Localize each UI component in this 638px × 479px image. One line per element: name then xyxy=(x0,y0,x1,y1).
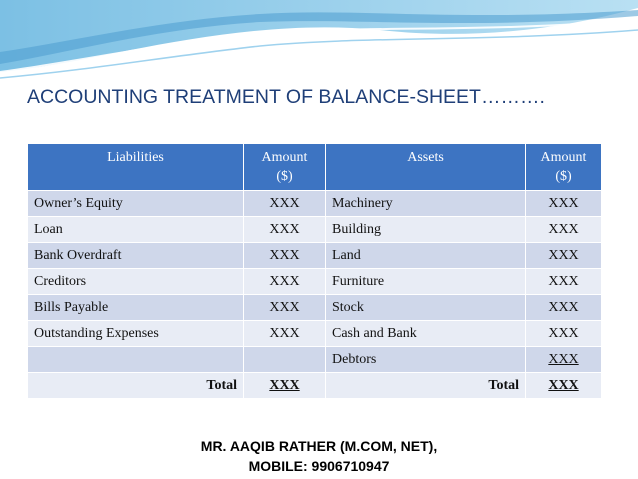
asset-amount-cell: XXX xyxy=(526,295,602,321)
liability-amount-cell: XXX xyxy=(244,243,326,269)
liability-cell: Owner’s Equity xyxy=(28,191,244,217)
liability-cell: Bills Payable xyxy=(28,295,244,321)
header-amount-right-line1: Amount xyxy=(540,150,587,165)
asset-cell: Land xyxy=(326,243,526,269)
total-row xyxy=(28,373,602,399)
liability-amount-cell: XXX xyxy=(244,295,326,321)
asset-amount-cell: XXX xyxy=(526,243,602,269)
assets-total-label: Total xyxy=(326,373,526,399)
asset-amount-cell: XXX xyxy=(526,191,602,217)
table-row xyxy=(28,269,602,295)
asset-cell: Furniture xyxy=(326,269,526,295)
asset-cell: Cash and Bank xyxy=(326,321,526,347)
liability-amount-cell: XXX xyxy=(244,191,326,217)
asset-amount-cell: XXX xyxy=(526,269,602,295)
header-wave-decoration xyxy=(0,0,638,80)
liability-cell xyxy=(28,347,244,373)
slide-title: ACCOUNTING TREATMENT OF BALANCE-SHEET………. xyxy=(27,86,545,108)
asset-cell: Stock xyxy=(326,295,526,321)
liabilities-total-label: Total xyxy=(28,373,244,399)
assets-total-amount: XXX xyxy=(526,373,602,399)
table-row xyxy=(28,191,602,217)
asset-amount-cell: XXX xyxy=(526,347,602,373)
footer-mobile: MOBILE: 9906710947 xyxy=(248,458,390,474)
header-amount-left-line1: Amount xyxy=(261,150,308,165)
asset-amount-cell: XXX xyxy=(526,217,602,243)
liability-cell: Outstanding Expenses xyxy=(28,321,244,347)
table-row xyxy=(28,347,602,373)
table-row xyxy=(28,243,602,269)
liability-amount-cell: XXX xyxy=(244,321,326,347)
liability-cell: Bank Overdraft xyxy=(28,243,244,269)
table-row xyxy=(28,217,602,243)
table-header-row xyxy=(28,144,602,191)
liabilities-total-amount: XXX xyxy=(244,373,326,399)
asset-cell: Building xyxy=(326,217,526,243)
header-amount-left xyxy=(244,144,326,191)
header-amount-right-line2: ($) xyxy=(555,169,572,184)
footer-author: MR. AAQIB RATHER (M.COM, NET), xyxy=(200,438,438,454)
asset-cell: Machinery xyxy=(326,191,526,217)
balance-sheet-table xyxy=(27,143,602,399)
liability-amount-cell xyxy=(244,347,326,373)
header-assets: Assets xyxy=(326,144,526,191)
liability-cell: Loan xyxy=(28,217,244,243)
asset-cell: Debtors xyxy=(326,347,526,373)
liability-amount-cell: XXX xyxy=(244,269,326,295)
header-amount-left-line2: ($) xyxy=(276,169,293,184)
header-liabilities: Liabilities xyxy=(28,144,244,191)
asset-amount-cell: XXX xyxy=(526,321,602,347)
table-row xyxy=(28,295,602,321)
table-row xyxy=(28,321,602,347)
header-amount-right xyxy=(526,144,602,191)
liability-amount-cell: XXX xyxy=(244,217,326,243)
liability-cell: Creditors xyxy=(28,269,244,295)
